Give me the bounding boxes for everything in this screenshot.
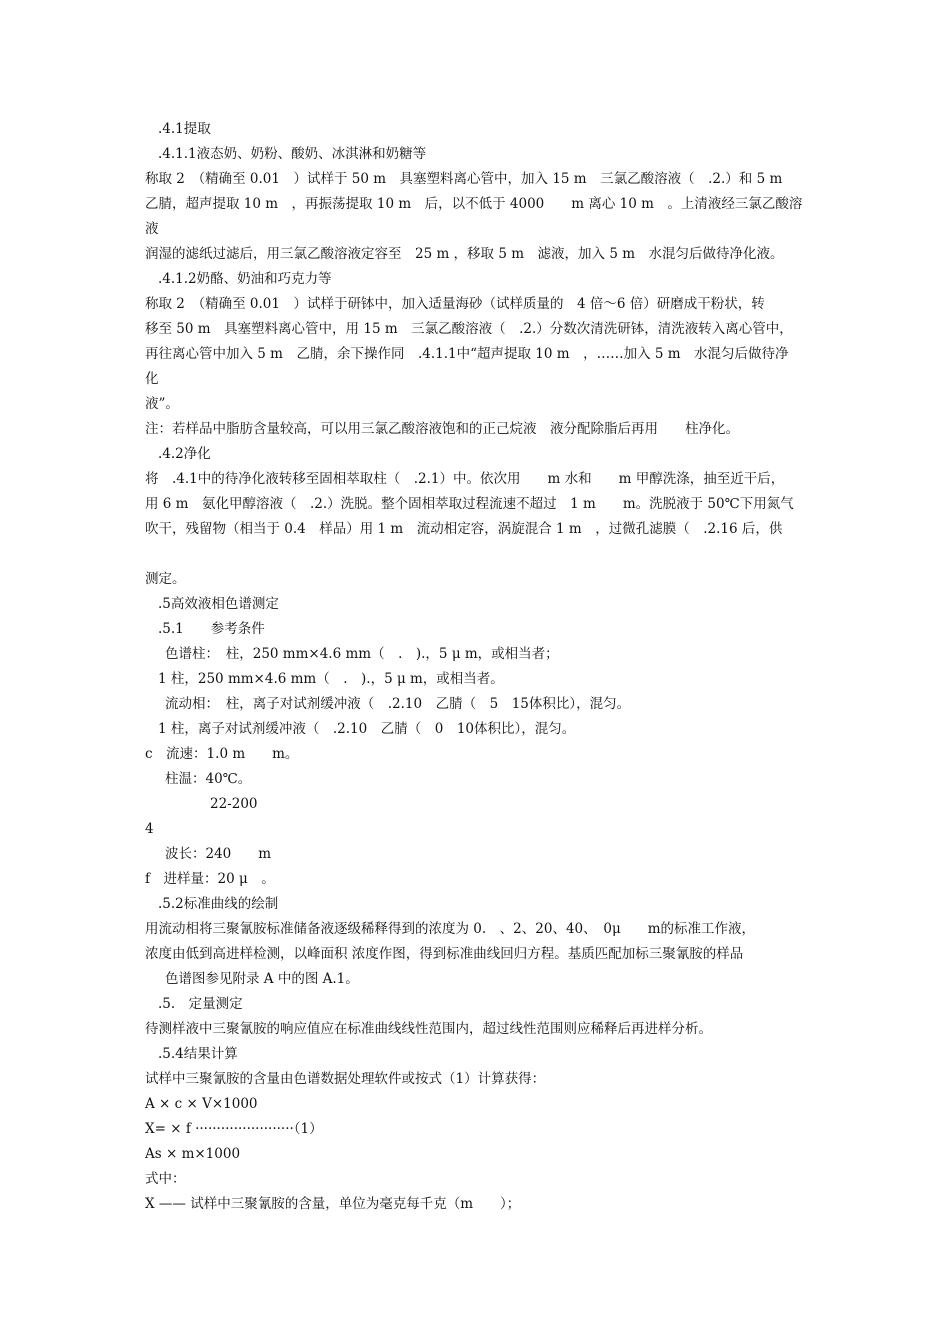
text-line: 用 6 m 氨化甲醇溶液（ .2.）洗脱。整个固相萃取过程流速不超过 1 m m。洗脱液于 50℃下用氮气 [145, 496, 794, 512]
text-line: 再往离心管中加入 5 m 乙腈，余下操作同 .4.1.1中“超声提取 10 m ，……加入 5 m 水混匀后做待净 [145, 346, 789, 362]
heading-extraction: .4.1提取 [158, 121, 211, 137]
heading-cheese: .4.1.2奶酪、奶油和巧克力等 [158, 271, 332, 287]
condition-flow-rate: c 流速：1.0 m m。 [145, 746, 299, 762]
formula-denominator: As × m×1000 [145, 1146, 241, 1162]
text-line: 测定。 [145, 571, 186, 587]
condition-injection-volume: f 进样量：20 μ 。 [145, 871, 275, 887]
text-line: 移至 50 m 具塞塑料离心管中，用 15 m 三氯乙酸溶液（ .2.）分数次清洗研钵，清洗液转入离心管中， [145, 321, 793, 337]
text-line: 浓度由低到高进样检测，以峰面积 浓度作图，得到标准曲线回归方程。基质匹配加标三聚氰胺的样品 [145, 946, 744, 962]
text-line: 用流动相将三聚氰胺标准储备液逐级稀释得到的浓度为 0. 、2、20、40、 0μ m的标准工作液， [145, 921, 756, 937]
note-line: 注：若样品中脂肪含量较高，可以用三氯乙酸溶液饱和的正己烷液 液分配除脂后再用 柱净化。 [145, 421, 739, 437]
text-line: 润湿的滤纸过滤后，用三氯乙酸溶液定容至 25 m ，移取 5 m 滤液，加入 5 m 水混匀后做待净化液。 [145, 246, 784, 262]
heading-liquid-milk: .4.1.1液态奶、奶粉、酸奶、冰淇淋和奶糖等 [158, 146, 427, 162]
formula-numerator: A × c × V×1000 [145, 1096, 258, 1112]
text-line: 化 [145, 371, 159, 387]
text-line: 试样中三聚氰胺的含量由色谱数据处理软件或按式（1）计算获得： [145, 1071, 546, 1087]
text-line: 乙腈，超声提取 10 m ，再振荡提取 10 m 后，以不低于 4000 m 离心 10 m 。上清液经三氯乙酸溶 [145, 196, 803, 212]
text-line: 液 [145, 221, 159, 237]
text-line: 待测样液中三聚氰胺的响应值应在标准曲线线性范围内，超过线性范围则应稀释后再进样分析。 [145, 1021, 712, 1037]
text-line: 色谱图参见附录 A 中的图 A.1。 [165, 971, 359, 987]
text-line: 称取 2 （精确至 0.01 ）试样于研钵中，加入适量海砂（试样质量的 4 倍～6 倍）研磨成干粉状，转 [145, 296, 765, 312]
text-line: 液”。 [145, 396, 179, 412]
formula-main: X= × f ·······················（1） [145, 1121, 323, 1137]
heading-hplc: .5高效液相色谱测定 [158, 596, 279, 612]
condition-column: 色谱柱： 柱，250 mm×4.6 mm（ . ).，5 μ m，或相当者； [165, 646, 559, 662]
text-line: 吹干，残留物（相当于 0.4 样品）用 1 m 流动相定容，涡旋混合 1 m ，过微孔滤膜（ .2.16 后，供 [145, 521, 783, 537]
heading-reference-conditions: .5.1 参考条件 [158, 621, 265, 637]
heading-purification: .4.2净化 [158, 446, 211, 462]
condition-column-alt: 1 柱，250 mm×4.6 mm（ . ).，5 μ m，或相当者。 [158, 671, 504, 687]
heading-calculation: .5.4结果计算 [158, 1046, 238, 1062]
heading-quantification: .5. 定量测定 [158, 996, 243, 1012]
heading-standard-curve: .5.2标准曲线的绘制 [158, 896, 279, 912]
condition-marker: 4 [145, 821, 154, 837]
condition-mobile-phase-alt: 1 柱，离子对试剂缓冲液（ .2.10 乙腈（ 0 10体积比），混匀。 [158, 721, 576, 737]
condition-column-temp: 柱温：40℃。 [165, 771, 252, 787]
variable-definition: X —— 试样中三聚氰胺的含量，单位为毫克每千克（m ）； [145, 1196, 521, 1212]
condition-mobile-phase: 流动相： 柱，离子对试剂缓冲液（ .2.10 乙腈（ 5 15体积比），混匀。 [165, 696, 631, 712]
text-line: 将 .4.1中的待净化液转移至固相萃取柱（ .2.1）中。依次用 m 水和 m 甲醇洗涤，抽至近干后， [145, 471, 785, 487]
text-line: 称取 2 （精确至 0.01 ）试样于 50 m 具塞塑料离心管中，加入 15 m 三氯乙酸溶液（ .2.）和 5 m [145, 171, 783, 187]
condition-range: 22-200 [210, 796, 258, 812]
text-line: 式中： [145, 1171, 186, 1187]
condition-wavelength: 波长：240 m [165, 846, 272, 862]
